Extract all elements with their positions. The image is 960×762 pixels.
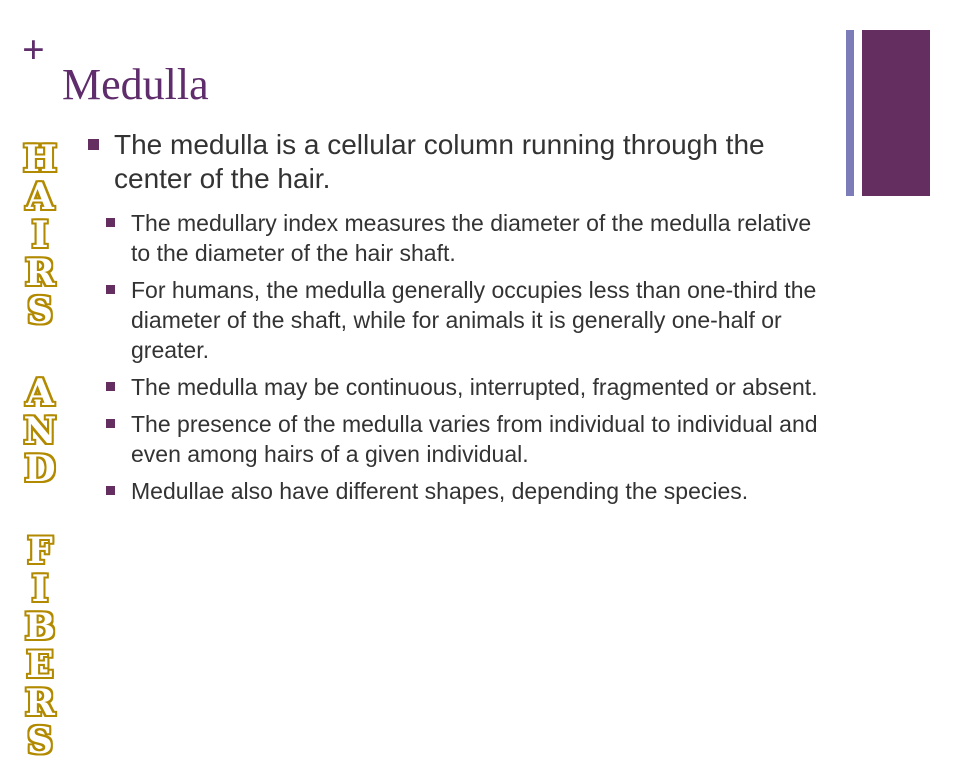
side-letter: A xyxy=(26,372,54,414)
side-letter: F xyxy=(27,530,53,572)
square-bullet-icon xyxy=(106,285,115,294)
side-letter: S xyxy=(27,720,53,762)
side-letter: S xyxy=(27,290,53,332)
side-vertical-title xyxy=(6,140,74,760)
side-letter: R xyxy=(25,682,55,724)
slide-body xyxy=(88,128,828,513)
bullet-text: The medulla is a cellular column running through the center of the hair. xyxy=(114,129,765,194)
accent-bar-thin xyxy=(846,30,854,196)
sub-bullet-text: For humans, the medulla generally occupies less than one-third the diameter of the shaft, while for animals it is generally one-half or greater. xyxy=(131,277,817,363)
side-letter: A xyxy=(26,176,54,218)
slide-title: Medulla xyxy=(62,60,209,109)
side-letter: R xyxy=(25,252,55,294)
sub-bullet-item xyxy=(106,275,828,365)
side-letter: E xyxy=(26,644,54,686)
side-letter: D xyxy=(24,448,56,490)
sub-bullet-text: The presence of the medulla varies from individual to individual and even among hairs of a given individual. xyxy=(131,411,818,467)
square-bullet-icon xyxy=(88,139,99,150)
sub-bullet-text: Medullae also have different shapes, depending the species. xyxy=(131,478,749,504)
side-letter: N xyxy=(23,410,57,452)
side-letter: H xyxy=(22,138,57,180)
side-gap xyxy=(6,330,74,374)
sub-bullet-item xyxy=(106,409,828,469)
sub-bullet-item xyxy=(106,208,828,268)
side-letter: I xyxy=(31,214,49,256)
accent-bar-wide xyxy=(862,30,930,196)
sub-bullet-text: The medullary index measures the diameter of the medulla relative to the diameter of the hair shaft. xyxy=(131,210,812,266)
square-bullet-icon xyxy=(106,382,115,391)
square-bullet-icon xyxy=(106,486,115,495)
plus-icon: + xyxy=(22,27,45,72)
bullet-item xyxy=(88,128,828,196)
sub-bullet-item xyxy=(106,476,828,506)
square-bullet-icon xyxy=(106,218,115,227)
side-letter: I xyxy=(31,568,49,610)
sub-bullet-item xyxy=(106,372,828,402)
side-letter: B xyxy=(24,606,56,648)
square-bullet-icon xyxy=(106,419,115,428)
sub-bullet-text: The medulla may be continuous, interrupted, fragmented or absent. xyxy=(131,374,818,400)
side-gap xyxy=(6,488,74,532)
